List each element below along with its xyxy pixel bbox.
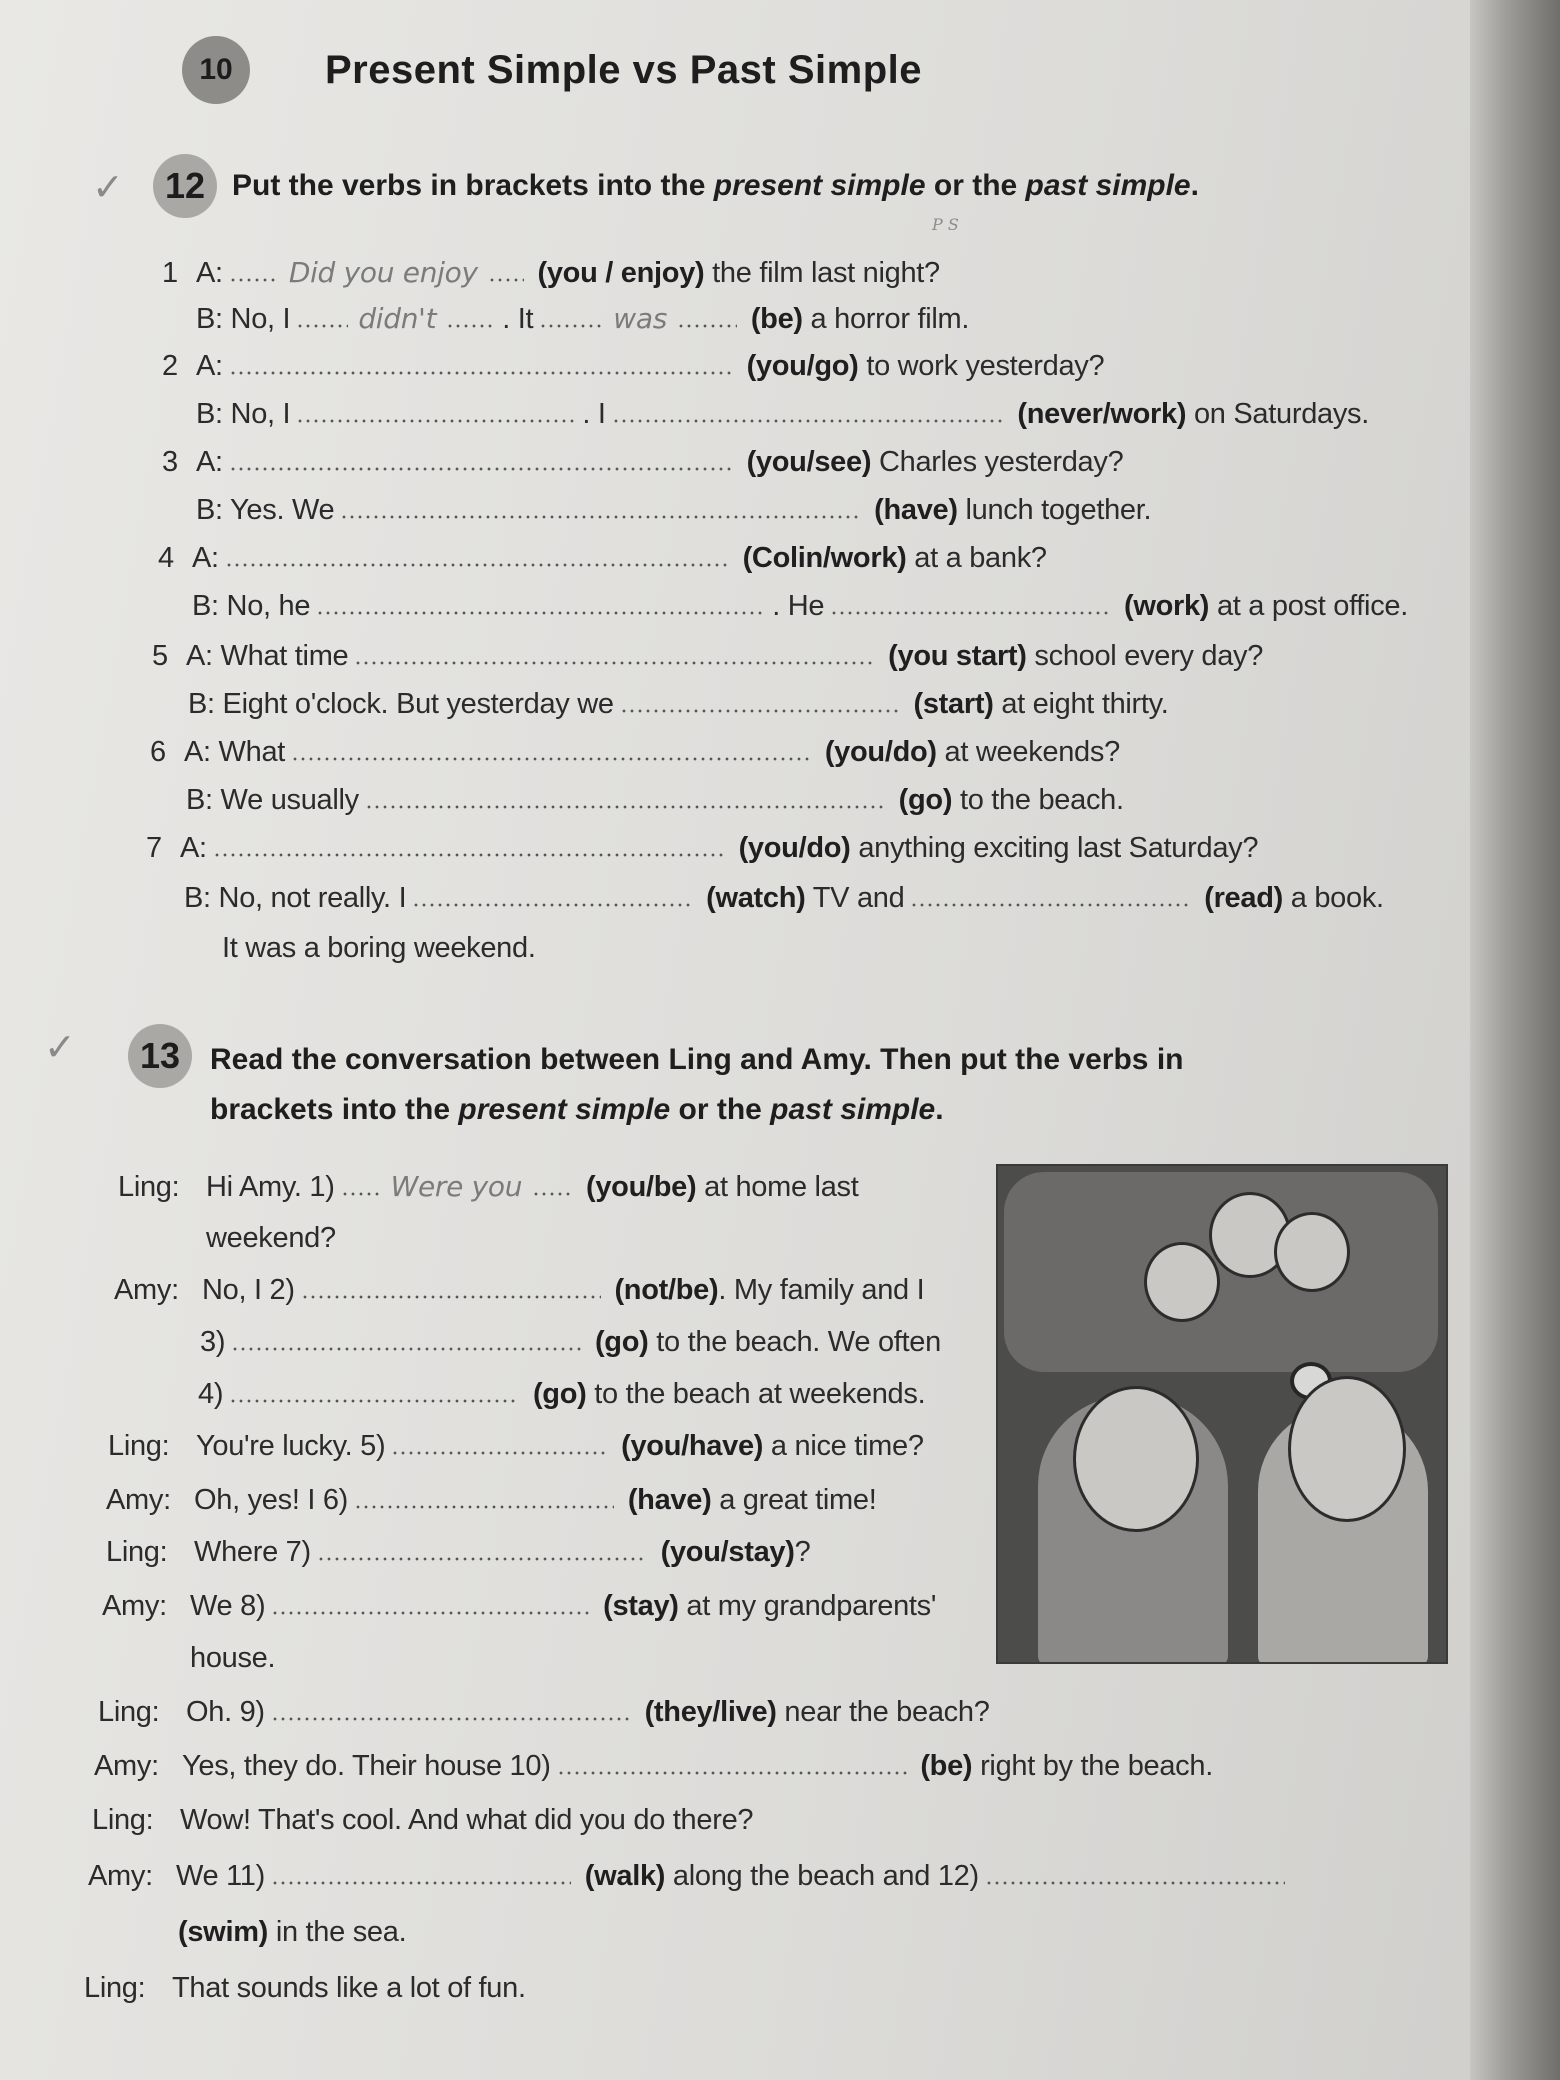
page-edge-shadow — [1470, 0, 1560, 2080]
dialogue-line-10: house. — [190, 1642, 276, 1674]
dialogue-line-1: Ling: Hi Amy. 1) Were you (you/be) at home last — [118, 1170, 859, 1203]
ex12-line-3a: 3 A: (you/see) Charles yesterday? — [162, 446, 1124, 478]
handwritten-answer: was — [613, 302, 668, 335]
exercise-number-12: 12 — [153, 154, 217, 218]
dialogue-line-13: Ling: Wow! That's cool. And what did you do there? — [92, 1804, 754, 1836]
handwritten-answer: Were you — [390, 1170, 523, 1203]
ex12-line-1b: B: No, I didn't . It was (be) a horror film. — [196, 302, 970, 335]
girl-figure — [1258, 1406, 1428, 1664]
ex12-line-5b: B: Eight o'clock. But yesterday we (start) at eight thirty. — [188, 688, 1169, 720]
dialogue-line-14: Amy: We 11) (walk) along the beach and 12) — [88, 1860, 1291, 1893]
boy-figure — [1038, 1396, 1228, 1664]
dialogue-line-12: Amy: Yes, they do. Their house 10) (be) right by the beach. — [94, 1750, 1213, 1782]
dialogue-line-16: Ling: That sounds like a lot of fun. — [84, 1972, 526, 2004]
page-number-badge: 10 — [182, 36, 250, 104]
dialogue-line-5: 4) (go) to the beach at weekends. — [198, 1378, 926, 1410]
ex12-line-4a: 4 A: (Colin/work) at a bank? — [158, 542, 1047, 574]
dialogue-line-4: 3) (go) to the beach. We often — [200, 1326, 941, 1358]
ex12-line-3b: B: Yes. We (have) lunch together. — [196, 494, 1152, 526]
ex12-line-7a: 7 A: (you/do) anything exciting last Saturday? — [146, 832, 1259, 864]
pencil-note: P S — [932, 215, 959, 234]
dialogue-line-7: Amy: Oh, yes! I 6) (have) a great time! — [106, 1484, 877, 1516]
check-mark-icon: ✓ — [44, 1025, 76, 1069]
ex12-line-6b: B: We usually (go) to the beach. — [186, 784, 1124, 816]
dialogue-line-6: Ling: You're lucky. 5) (you/have) a nice time? — [108, 1430, 924, 1462]
dialogue-line-15: (swim) in the sea. — [178, 1916, 407, 1948]
exercise-13-instruction-line-1: Read the conversation between Ling and Amy. Then put the verbs in — [210, 1043, 1184, 1076]
check-mark-icon: ✓ — [92, 165, 124, 209]
handwritten-answer: didn't — [358, 302, 437, 335]
ex12-line-2a: 2 A: (you/go) to work yesterday? — [162, 350, 1105, 382]
dialogue-line-2: weekend? — [206, 1222, 336, 1254]
illustration-boy-and-girl — [996, 1164, 1448, 1664]
ex12-line-7b: B: No, not really. I (watch) TV and (read) a book. — [184, 882, 1384, 914]
ex12-line-2b: B: No, I . I (never/work) on Saturdays. — [196, 398, 1370, 430]
dialogue-line-11: Ling: Oh. 9) (they/live) near the beach? — [98, 1696, 990, 1728]
ex12-line-5a: 5 A: What time (you start) school every day? — [152, 640, 1264, 672]
page-title: Present Simple vs Past Simple — [325, 48, 922, 92]
handwritten-answer: Did you enjoy — [288, 256, 478, 289]
dialogue-line-9: Amy: We 8) (stay) at my grandparents' — [102, 1590, 937, 1622]
dialogue-line-3: Amy: No, I 2) (not/be). My family and I — [114, 1274, 925, 1306]
ex12-line-6a: 6 A: What (you/do) at weekends? — [150, 736, 1120, 768]
ex12-line-7c: It was a boring weekend. — [222, 932, 536, 964]
ex12-line-4b: B: No, he . He (work) at a post office. — [192, 590, 1408, 622]
thought-cloud-image — [1004, 1172, 1438, 1372]
dialogue-line-8: Ling: Where 7) (you/stay)? — [106, 1536, 811, 1568]
exercise-12-instruction: Put the verbs in brackets into the present simple or the past simple. — [232, 169, 1199, 202]
exercise-13-instruction-line-2: brackets into the present simple or the past simple. — [210, 1093, 944, 1126]
exercise-number-13: 13 — [128, 1024, 192, 1088]
ex12-line-1a: 1 A: Did you enjoy (you / enjoy) the film last night? — [162, 256, 940, 289]
